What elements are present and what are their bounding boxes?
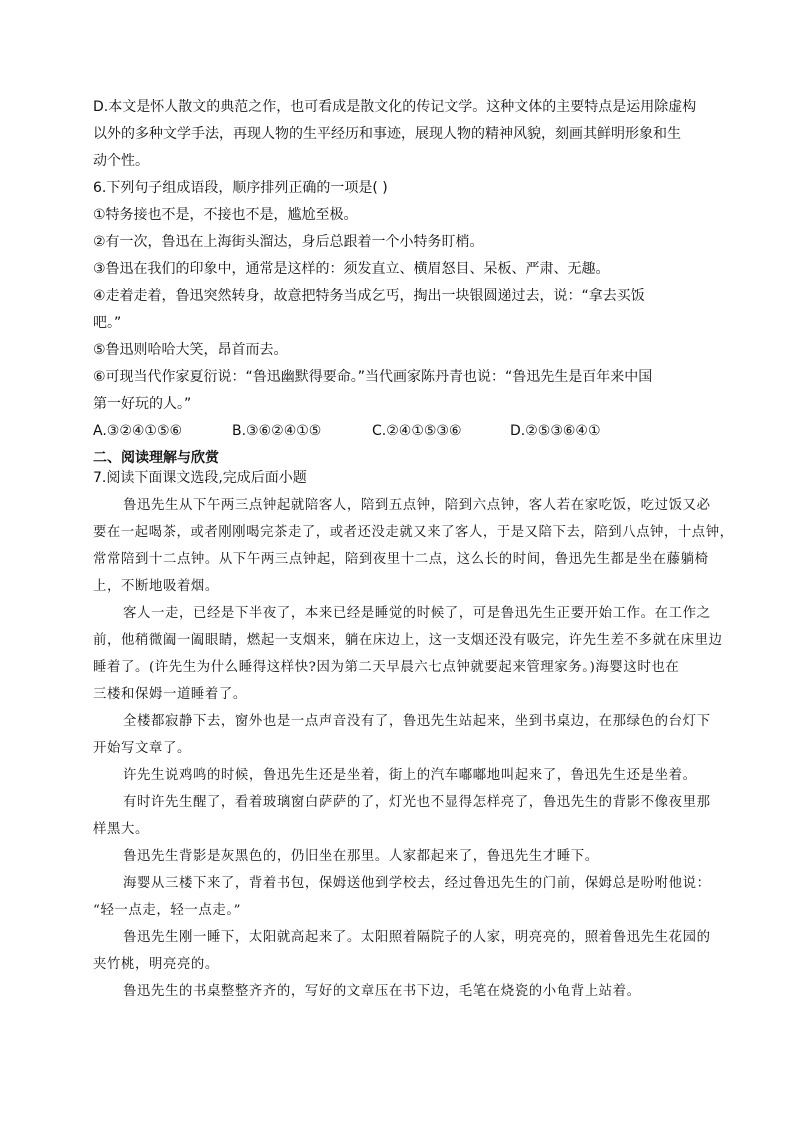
sentence-5: ⑤鲁迅则哈哈大笑，昂首而去。 <box>93 342 288 358</box>
passage-p2-line-4: 三楼和保姆一道睡着了。 <box>93 687 247 702</box>
sentence-4-line-1: ④走着走着，鲁迅突然转身，故意把特务当成乞丐，掏出一块银圆递过去，说：“拿去买饭 <box>93 288 645 304</box>
option-d-line-2: 以外的多种文学手法，再现人物的生平经历和事迹，展现人物的精神风貌，刻画其鲜明形象和生 <box>93 126 681 142</box>
option-a[interactable]: A.③②④①⑤⑥ <box>93 423 183 439</box>
question-7-stem: 7.阅读下面课文选段,完成后面小题 <box>93 470 307 486</box>
passage-p5-line-1: 有时许先生醒了，看着玻璃窗白萨萨的了，灯光也不显得怎样亮了，鲁迅先生的背影不像夜里那 <box>123 795 711 810</box>
passage-p8: “轻一点走，轻一点走。” <box>93 903 242 918</box>
passage-p1-line-2: 要在一起喝茶，或者刚刚喝完茶走了，或者还没走就又来了客人，于是又陪下去，陪到八点钟，十点钟， <box>93 525 734 540</box>
sentence-1: ①特务接也不是，不接也不是，尴尬至极。 <box>93 207 358 223</box>
passage-p9-line-1: 鲁迅先生刚一睡下，太阳就高起来了。太阳照着隔院子的人家，明亮亮的，照着鲁迅先生花园的 <box>123 930 711 945</box>
passage-p2-line-3: 睡着了。(许先生为什么睡得这样快?因为第二天早晨六七点钟就要起来管理家务。)海婴这时也在 <box>93 660 680 675</box>
option-d[interactable]: D.②⑤③⑥④① <box>510 423 601 439</box>
question-6-stem: 6.下列句子组成语段，顺序排列正确的一项是( ) <box>93 180 388 196</box>
option-d-line-1: D.本文是怀人散文的典范之作，也可看成是散文化的传记文学。这种文体的主要特点是运用除虚构 <box>93 99 697 115</box>
passage-p9-line-2: 夹竹桃，明亮亮的。 <box>93 957 219 972</box>
passage-p3-line-1: 全楼都寂静下去，窗外也是一点声音没有了，鲁迅先生站起来，坐到书桌边，在那绿色的台灯下 <box>123 714 711 729</box>
passage-p10: 鲁迅先生的书桌整整齐齐的，写好的文章压在书下边，毛笔在烧瓷的小龟背上站着。 <box>123 984 641 999</box>
option-d-line-3: 动个性。 <box>93 153 149 169</box>
option-b[interactable]: B.③⑥②④①⑤ <box>232 423 322 439</box>
passage-p7: 海婴从三楼下来了，背着书包，保姆送他到学校去，经过鲁迅先生的门前，保姆总是吩咐他说： <box>123 876 711 891</box>
option-c[interactable]: C.②④①⑤③⑥ <box>372 423 462 439</box>
sentence-4-line-2: 吧。” <box>93 315 122 331</box>
sentence-6-line-2: 第一好玩的人。” <box>93 396 192 412</box>
passage-p5-line-2: 样黑大。 <box>93 822 149 837</box>
passage-p4: 许先生说鸡鸣的时候，鲁迅先生还是坐着，街上的汽车嘟嘟地叫起来了，鲁迅先生还是坐着。 <box>123 768 697 783</box>
passage-p2-line-2: 前，他稍微阖一阖眼睛，燃起一支烟来，躺在床边上，这一支烟还没有吸完，许先生差不多就在床里边 <box>93 633 723 648</box>
passage-p1-line-1: 鲁迅先生从下午两三点钟起就陪客人，陪到五点钟，陪到六点钟，客人若在家吃饭，吃过饭又必 <box>123 498 711 513</box>
passage-p1-line-4: 上，不断地吸着烟。 <box>93 579 219 594</box>
sentence-3: ③鲁迅在我们的印象中，通常是这样的：须发直立、横眉怒目、呆板、严肃、无趣。 <box>93 261 610 277</box>
passage-p3-line-2: 开始写文章了。 <box>93 741 191 756</box>
sentence-6-line-1: ⑥可现当代作家夏衍说：“鲁迅幽默得要命。”当代画家陈丹青也说：“鲁迅先生是百年来中国 <box>93 369 653 385</box>
sentence-2: ②有一次，鲁迅在上海街头溜达，身后总跟着一个小特务盯梢。 <box>93 234 484 250</box>
passage-p2-line-1: 客人一走，已经是下半夜了，本来已经是睡觉的时候了，可是鲁迅先生正要开始工作。在工作之 <box>123 606 711 621</box>
passage-p1-line-3: 常常陪到十二点钟。从下午两三点钟起，陪到夜里十二点，这么长的时间，鲁迅先生都是坐在藤躺椅 <box>93 552 709 567</box>
section-2-heading: 二、阅读理解与欣赏 <box>93 450 219 466</box>
passage-p6: 鲁迅先生背影是灰黑色的，仍旧坐在那里。人家都起来了，鲁迅先生才睡下。 <box>123 849 599 864</box>
